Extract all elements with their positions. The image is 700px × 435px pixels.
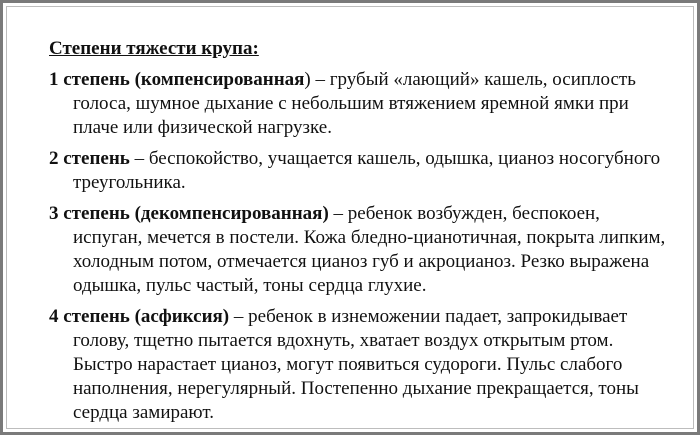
- stage-1-text: ) – грубый «лающий» кашель, осиплость голоса, шумное дыхание с небольшим втяжением яремной ямки при плаче или физической нагрузке.: [73, 69, 636, 138]
- stage-3-title: 3 степень (декомпенсированная): [49, 203, 329, 224]
- stage-4-text: – ребенок в изнеможении падает, запрокидывает голову, тщетно пытается вдохнуть, хватает воздух открытым ртом. Быстро нарастает цианоз, могут появиться судороги. Пульс слабого наполнения, нерегулярный. Постепенно дыхание прекращается, тоны сердца замирают.: [73, 306, 639, 423]
- stage-2-title: 2 степень: [49, 148, 130, 169]
- stage-3-paragraph: [49, 202, 669, 298]
- stage-2-text: – беспокойство, учащается кашель, одышка, цианоз носогубного треугольника.: [73, 148, 661, 193]
- stage-3-text: – ребенок возбужден, беспокоен, испуган, мечется в постели. Кожа бледно-цианотичная, покрыта липким, холодным потом, отмечается цианоз губ и акроцианоз. Резко выражена одышка, пульс частый, тоны сердца глухие.: [73, 203, 666, 296]
- stage-1-title: 1 степень (компенсированная: [49, 69, 305, 90]
- stage-2-paragraph: [49, 147, 669, 195]
- slide-heading: Степени тяжести крупа:: [49, 38, 259, 59]
- stage-4-paragraph: [49, 305, 669, 425]
- slide-content: [49, 37, 669, 432]
- stage-1-paragraph: [49, 68, 669, 140]
- stage-4-title: 4 степень (асфиксия): [49, 306, 230, 327]
